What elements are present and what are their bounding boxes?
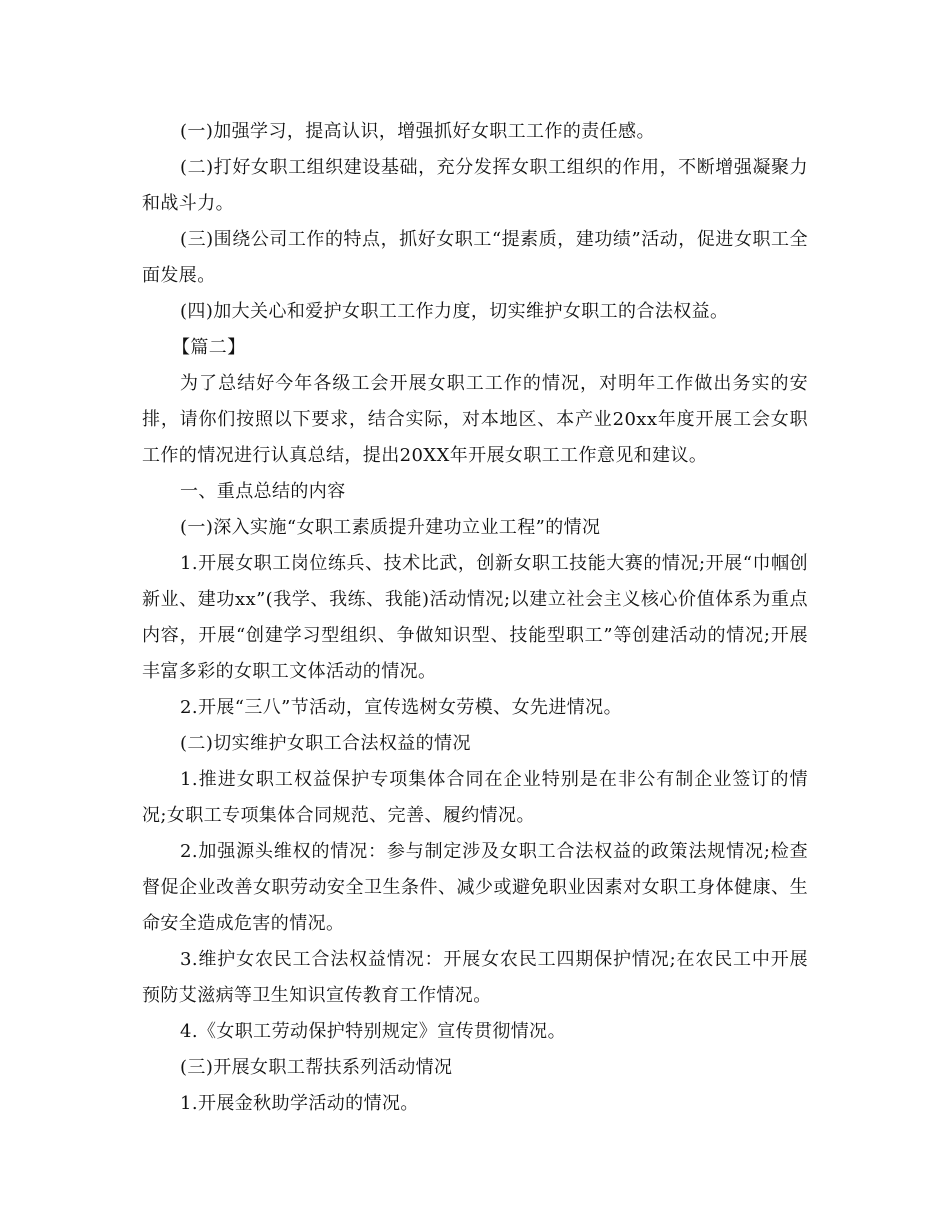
- paragraph-3: (三)围绕公司工作的特点，抓好女职工“提素质，建功绩”活动，促进女职工全面发展。: [142, 229, 808, 286]
- list-item: 2.开展“三八”节活动，宣传选树女劳模、女先进情况。: [180, 697, 622, 718]
- list-item: 1.开展金秋助学活动的情况。: [180, 1093, 419, 1114]
- list-item: 3.维护女农民工合法权益情况：开展女农民工四期保护情况;在农民工中开展预防艾滋病等卫生知识宣传教育工作情况。: [142, 949, 808, 1006]
- list-item: 1.开展女职工岗位练兵、技术比武，创新女职工技能大赛的情况;开展“巾帼创新业、建功xx”(我学、我练、我能)活动情况;以建立社会主义核心价值体系为重点内容，开展“创建学习型组织、争做知识型、技能型职工”等创建活动的情况;开展丰富多彩的女职工文体活动的情况。: [142, 553, 808, 682]
- list-item: 2.加强源头维权的情况：参与制定涉及女职工合法权益的政策法规情况;检查督促企业改善女职劳动安全卫生条件、减少或避免职业因素对女职工身体健康、生命安全造成危害的情况。: [142, 841, 808, 934]
- section-heading-1: 一、重点总结的内容: [180, 481, 346, 502]
- paragraph-2: (二)打好女职工组织建设基础，充分发挥女职工组织的作用，不断增强凝聚力和战斗力。: [142, 157, 808, 214]
- subsection-heading-3: (三)开展女职工帮扶系列活动情况: [180, 1057, 453, 1078]
- paragraph-4: (四)加大关心和爱护女职工工作力度，切实维护女职工的合法权益。: [180, 301, 729, 322]
- section-heading-pian-er: 【篇二】: [172, 337, 246, 358]
- paragraph-1: (一)加强学习，提高认识，增强抓好女职工工作的责任感。: [180, 121, 655, 142]
- list-item: 1.推进女职工权益保护专项集体合同在企业特别是在非公有制企业签订的情况;女职工专项集体合同规范、完善、履约情况。: [142, 769, 808, 826]
- subsection-heading-2: (二)切实维护女职工合法权益的情况: [180, 733, 471, 754]
- subsection-heading-1: (一)深入实施“女职工素质提升建功立业工程”的情况: [180, 517, 601, 538]
- paragraph-intro: 为了总结好今年各级工会开展女职工工作的情况，对明年工作做出务实的安排，请你们按照以下要求，结合实际，对本地区、本产业20xx年度开展工会女职工作的情况进行认真总结，提出20XX年开展女职工工作意见和建议。: [142, 373, 808, 466]
- document-page: [142, 114, 808, 1122]
- list-item: 4.《女职工劳动保护特别规定》宣传贯彻情况。: [180, 1021, 566, 1042]
